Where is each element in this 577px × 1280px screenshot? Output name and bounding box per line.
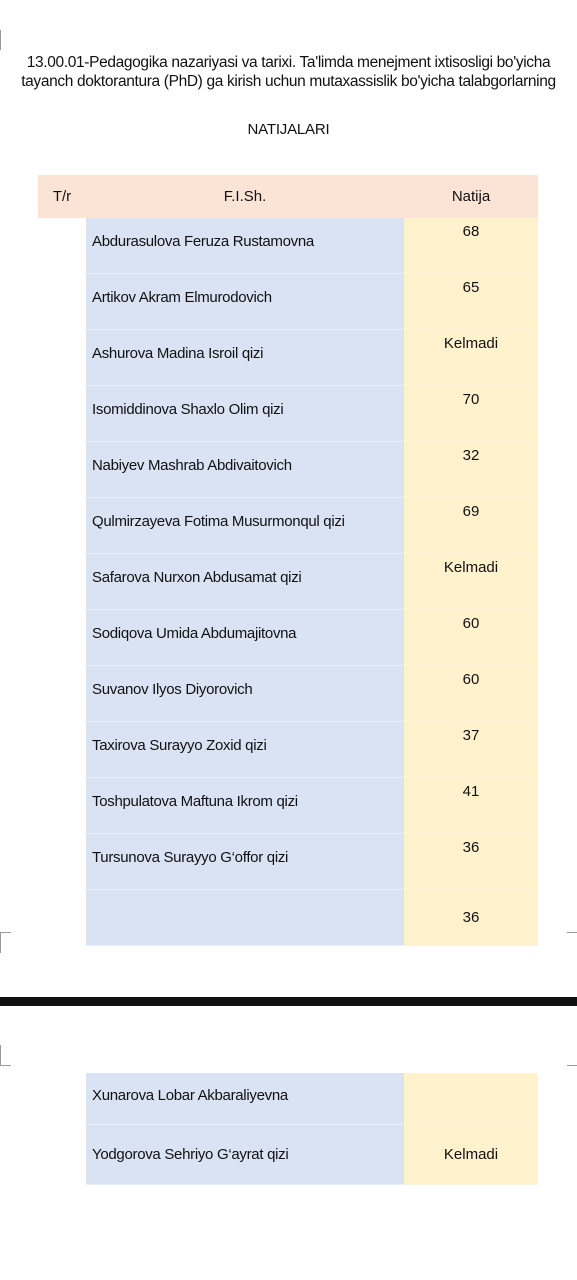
- row-result: 37: [404, 722, 538, 778]
- row-number: [38, 1073, 86, 1125]
- row-name: Xunarova Lobar Akbaraliyevna: [86, 1073, 404, 1125]
- row-number: [38, 498, 86, 554]
- row-result: 68: [404, 218, 538, 274]
- row-name: Yodgorova Sehriyo G‘ayrat qizi: [86, 1125, 404, 1185]
- page-break-divider: [0, 997, 577, 1006]
- row-name: Safarova Nurxon Abdusamat qizi: [86, 554, 404, 610]
- row-result: 32: [404, 442, 538, 498]
- table-row: [38, 778, 538, 834]
- table-header: [38, 175, 538, 218]
- page-corner-mark: [0, 1045, 11, 1066]
- table-row: [38, 554, 538, 610]
- results-table-continued: [38, 1073, 538, 1185]
- row-result: Kelmadi: [404, 554, 538, 610]
- row-name: Sodiqova Umida Abdumajitovna: [86, 610, 404, 666]
- page-corner-mark: [567, 932, 577, 953]
- table-row: [38, 386, 538, 442]
- table-row: [38, 1125, 538, 1185]
- table-row: [38, 722, 538, 778]
- table-row: [38, 834, 538, 890]
- header-number: T/r: [52, 188, 72, 205]
- row-number: [38, 610, 86, 666]
- page-corner-mark: [567, 30, 577, 50]
- row-name: Nabiyev Mashrab Abdivaitovich: [86, 442, 404, 498]
- table-row: [38, 442, 538, 498]
- row-number: [38, 890, 86, 946]
- row-result: 60: [404, 666, 538, 722]
- header-result: Natija: [451, 188, 491, 205]
- row-name: Ashurova Madina Isroil qizi: [86, 330, 404, 386]
- row-number: [38, 218, 86, 274]
- table-row: [38, 1073, 538, 1125]
- row-result: 60: [404, 610, 538, 666]
- row-number: [38, 722, 86, 778]
- table-row: [38, 610, 538, 666]
- row-name: Suvanov Ilyos Diyorovich: [86, 666, 404, 722]
- page-corner-mark: [567, 1045, 577, 1066]
- page-subtitle: NATIJALARI: [247, 121, 330, 138]
- table-row: [38, 218, 538, 274]
- page-corner-mark: [0, 932, 11, 953]
- row-name: Tursunova Surayyo G‘offor qizi: [86, 834, 404, 890]
- row-result: 65: [404, 274, 538, 330]
- row-result: [404, 1073, 538, 1125]
- row-number: [38, 666, 86, 722]
- row-number: [38, 778, 86, 834]
- row-number: [38, 274, 86, 330]
- page-title: 13.00.01-Pedagogika nazariyasi va tarixi. Ta'limda menejment ixtisosligi bo'yicha tayanch doktorantura (PhD) ga kirish uchun mutaxassislik bo'yicha talabgorlarning: [21, 54, 556, 90]
- page-corner-mark: [0, 30, 11, 50]
- row-result: 41: [404, 778, 538, 834]
- row-result: 36: [404, 890, 538, 946]
- row-name: Qulmirzayeva Fotima Musurmonqul qizi: [86, 498, 404, 554]
- row-name: Abdurasulova Feruza Rustamovna: [86, 218, 404, 274]
- row-name: Taxirova Surayyo Zoxid qizi: [86, 722, 404, 778]
- row-number: [38, 554, 86, 610]
- header-full-name: F.I.Sh.: [223, 188, 267, 205]
- results-table: [38, 175, 538, 946]
- row-number: [38, 834, 86, 890]
- row-name: Artikov Akram Elmurodovich: [86, 274, 404, 330]
- row-result: 69: [404, 498, 538, 554]
- table-row: [38, 890, 538, 946]
- row-number: [38, 386, 86, 442]
- row-number: [38, 330, 86, 386]
- row-name: Isomiddinova Shaxlo Olim qizi: [86, 386, 404, 442]
- row-name: [86, 890, 404, 946]
- table-row: [38, 274, 538, 330]
- row-result: Kelmadi: [404, 1125, 538, 1185]
- row-result: 36: [404, 834, 538, 890]
- table-row: [38, 666, 538, 722]
- row-number: [38, 442, 86, 498]
- table-row: [38, 498, 538, 554]
- row-name: Toshpulatova Maftuna Ikrom qizi: [86, 778, 404, 834]
- row-number: [38, 1125, 86, 1185]
- row-result: Kelmadi: [404, 330, 538, 386]
- row-result: 70: [404, 386, 538, 442]
- table-row: [38, 330, 538, 386]
